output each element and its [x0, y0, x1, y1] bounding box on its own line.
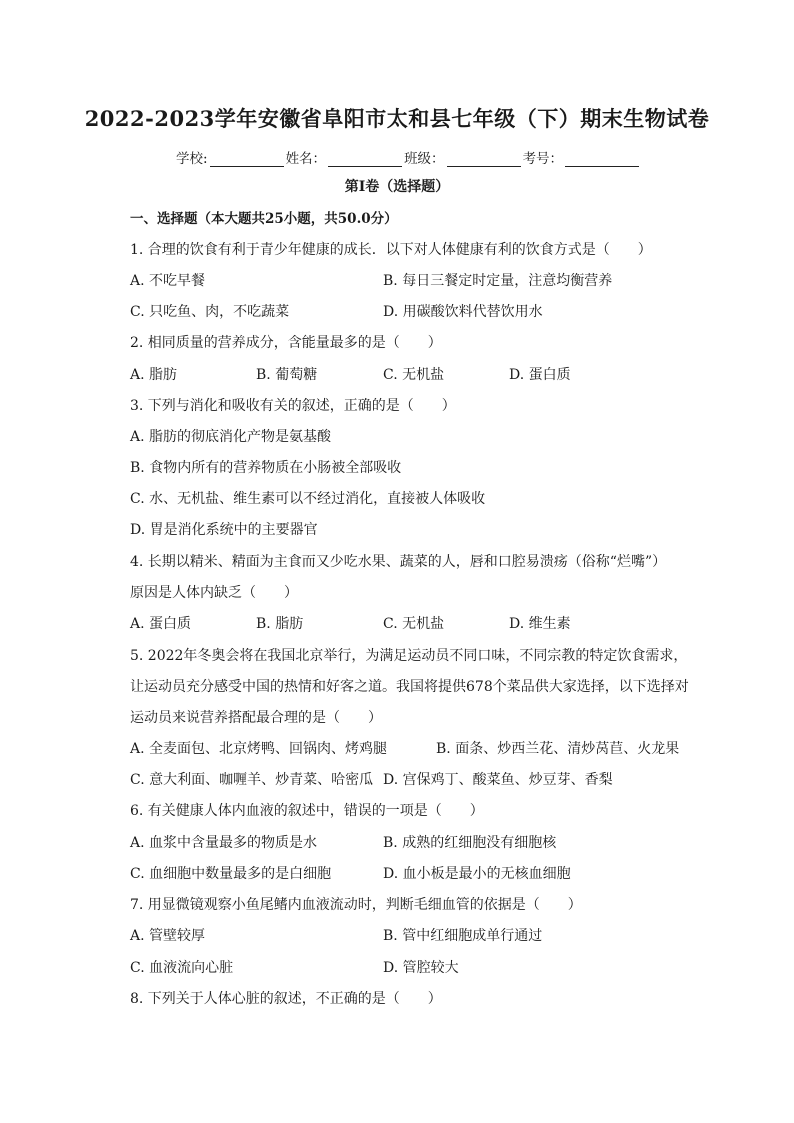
option-item: D. 胃是消化系统中的主要器官 [130, 522, 318, 538]
class-label: 班级： [404, 151, 445, 167]
question-stem-continued: 运动员来说营养搭配最合理的是（ ） [130, 710, 382, 726]
option-item: A. 全麦面包、北京烤鸭、回锅肉、烤鸡腿 [130, 741, 388, 757]
option-item: D. 用碳酸饮料代替饮用水 [383, 304, 543, 320]
option-item: B. 葡萄糖 [256, 367, 318, 383]
question-stem: 1. 合理的饮食有利于青少年健康的成长．以下对人体健康有利的饮食方式是（ ） [130, 242, 652, 258]
question-stem: 2. 相同质量的营养成分，含能量最多的是（ ） [130, 335, 442, 351]
option-item: D. 血小板是最小的无核血细胞 [383, 866, 571, 882]
option-item: B. 管中红细胞成单行通过 [383, 928, 543, 944]
option-item: B. 食物内所有的营养物质在小肠被全部吸收 [130, 460, 402, 476]
option-item: C. 血液流向心脏 [130, 960, 234, 976]
option-item: A. 不吃早餐 [130, 273, 206, 289]
option-item: A. 血浆中含量最多的物质是水 [130, 835, 318, 851]
question-stem: 8. 下列关于人体心脏的叙述，不正确的是（ ） [130, 991, 442, 1007]
exam-number-label: 考号： [522, 151, 564, 167]
part-heading: 一、选择题（本大题共25小题，共50.0分） [130, 211, 398, 227]
option-item: C. 血细胞中数量最多的是白细胞 [130, 866, 332, 882]
option-item: B. 脂肪 [256, 616, 304, 632]
question-stem: 3. 下列与消化和吸收有关的叙述，正确的是（ ） [130, 398, 456, 414]
exam-number-blank[interactable] [565, 152, 639, 167]
option-item: D. 蛋白质 [509, 367, 571, 383]
exam-title: 2022-2023学年安徽省阜阳市太和县七年级（下）期末生物试卷 [84, 106, 710, 131]
school-label: 学校: [176, 151, 208, 167]
option-item: C. 无机盐 [383, 367, 445, 383]
option-item: A. 脂肪的彻底消化产物是氨基酸 [130, 429, 332, 445]
option-item: C. 水、无机盐、维生素可以不经过消化，直接被人体吸收 [130, 491, 486, 507]
option-item: B. 每日三餐定时定量，注意均衡营养 [383, 273, 613, 289]
option-item: D. 维生素 [509, 616, 571, 632]
option-item: C. 无机盐 [383, 616, 445, 632]
option-item: A. 管壁较厚 [130, 928, 206, 944]
option-item: A. 蛋白质 [130, 616, 192, 632]
option-item: A. 脂肪 [130, 367, 178, 383]
option-item: C. 只吃鱼、肉，不吃蔬菜 [130, 304, 290, 320]
question-stem: 4. 长期以精米、精面为主食而又少吃水果、蔬菜的人，唇和口腔易溃疡（俗称“烂嘴”） [130, 554, 667, 570]
name-blank[interactable] [328, 152, 402, 167]
student-info-line [176, 147, 641, 167]
option-item: B. 面条、炒西兰花、清炒莴苣、火龙果 [436, 741, 680, 757]
question-stem: 7. 用显微镜观察小鱼尾鳍内血液流动时，判断毛细血管的依据是（ ） [130, 897, 582, 913]
option-item: C. 意大利面、咖喱羊、炒青菜、哈密瓜 [130, 772, 374, 788]
question-stem-continued: 让运动员充分感受中国的热情和好客之道。我国将提供678个菜品供大家选择，以下选择对 [130, 679, 689, 695]
option-item: D. 管腔较大 [383, 960, 459, 976]
question-stem-continued: 原因是人体内缺乏（ ） [130, 585, 298, 601]
option-item: D. 宫保鸡丁、酸菜鱼、炒豆芽、香梨 [383, 772, 613, 788]
option-item: B. 成熟的红细胞没有细胞核 [383, 835, 557, 851]
school-blank[interactable] [210, 152, 284, 167]
name-label: 姓名： [285, 151, 327, 167]
question-stem: 5. 2022年冬奥会将在我国北京举行，为满足运动员不同口味，不同宗教的特定饮食需求， [130, 648, 688, 664]
section-heading: 第Ⅰ卷（选择题） [344, 179, 450, 195]
class-blank[interactable] [447, 152, 521, 167]
question-stem: 6. 有关健康人体内血液的叙述中，错误的一项是（ ） [130, 803, 484, 819]
